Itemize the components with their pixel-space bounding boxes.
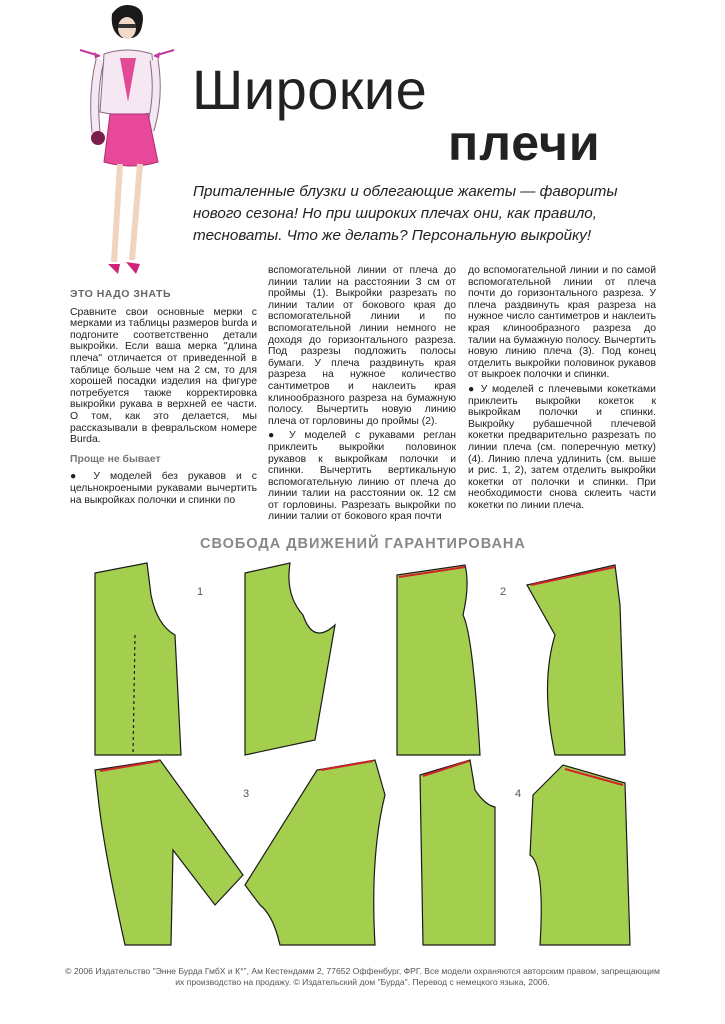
title-line-1: Широкие [192, 58, 428, 121]
sidebar-paragraph: Сравните свои основные мерки с мерками из таблицы размеров burda и подгоните соответственно детали выкройки. Если ваша мерка "длина плеча" отличается от приведенной в таблице больше чем на 2 см, то для хорошей посадки изделия на фигуре потребуется также корректировка выкройки рукава в верхней ее части. О том, как это делается, мы рассказывали в февральском номере Burda. [70, 306, 257, 446]
pattern-piece-yoke-4a [420, 760, 495, 945]
pattern-piece-back-2b [527, 565, 625, 755]
figure-label-2: 2 [500, 586, 507, 598]
pattern-piece-yoke-4b [530, 765, 630, 945]
sidebar-bullet-1: ● У моделей без рукавов и с цельнокроеными рукавами вычертить на выкройках полочки и спинки по [70, 471, 257, 506]
pattern-diagrams [85, 555, 645, 950]
pattern-piece-front-2a [397, 565, 480, 755]
sidebar-subheading: Проще не бывает [70, 453, 161, 465]
sidebar-kicker: ЭТО НАДО ЗНАТЬ [70, 288, 172, 300]
pattern-piece-front-1b [245, 563, 335, 755]
copyright-footer: © 2006 Издательство "Энне Бурда ГмбХ и К°", Ам Кестендамм 2, 77652 Оффенбург, ФРГ. Все модели охраняются авторским правом, запрещающим их производство на продажу. © Издательский дом "Бурда". Перевод с немецкого языка, 2006. [65, 966, 660, 987]
column2-paragraph-2: ● У моделей с рукавами реглан приклеить выкройки половинок рукавов к выкройкам полочки и спинки. Вычертить вертикальную вспомогательную линию от плеча до линии талии на расстоянии ок. 12 см от горловины. Разрезать выкройки по линии талии от бокового края почти [268, 430, 456, 523]
body-column-2 [268, 265, 456, 526]
lead-paragraph: Приталенные блузки и облегающие жакеты — фавориты нового сезона! Но при широких плечах они, как правило, тесноваты. Что же делать? Персональную выкройку! [193, 183, 618, 244]
figures-heading: СВОБОДА ДВИЖЕНИЙ ГАРАНТИРОВАНА [200, 536, 526, 552]
sidebar-column [70, 289, 257, 509]
pattern-piece-raglan-3b [245, 760, 385, 945]
body-column-3 [468, 265, 656, 514]
pattern-piece-raglan-3a [95, 760, 243, 945]
title-line-2: плечи [448, 115, 601, 171]
column2-paragraph-1: вспомогательной линии от плеча до линии талии на расстоянии 3 см от проймы (1). Выкройки разрезать по линии талии от бокового края до вспомогательной линии и по вспомогательной линии немного не доходя до горизонтального разреза. Под разрезы подложить полосы бумаги. У плеча раздвинуть края разреза на нужное количество сантиметров и наклеить края клинообразного разреза на бумажную полосу. Вычертить новую линию плеча от горловины до проймы (2). [268, 265, 456, 427]
figure-label-4: 4 [515, 788, 522, 800]
column3-paragraph-1: до вспомогательной линии и по самой вспомогательной линии от плеча почти до горизонтального разреза. У плеча раздвинуть края разреза на нужное число сантиметров и наклеить края клинообразного разреза до талии на бумажную полосу. Вычертить новую линию плеча (3). Под конец отделить выкройки половинок рукавов от выкроек полочки и спинки. [468, 265, 656, 381]
fashion-figure-illustration [70, 2, 190, 292]
figure-label-3: 3 [243, 788, 250, 800]
column3-paragraph-2: ● У моделей с плечевыми кокетками приклеить выкройки кокеток к выкройкам полочки и спинки. Выкройку рубашечной плечевой кокетки предварительно разрезать по линии плеча (см. поперечную метку) (4). Линию плеча удлинить (см. выше и рис. 1, 2), затем отделить выкройки кокетки от полочки и спинки. При необходимости снова склеить части кокетки по линии плеча. [468, 383, 656, 511]
pattern-piece-front-1a [95, 563, 181, 755]
figure-label-1: 1 [197, 586, 204, 598]
